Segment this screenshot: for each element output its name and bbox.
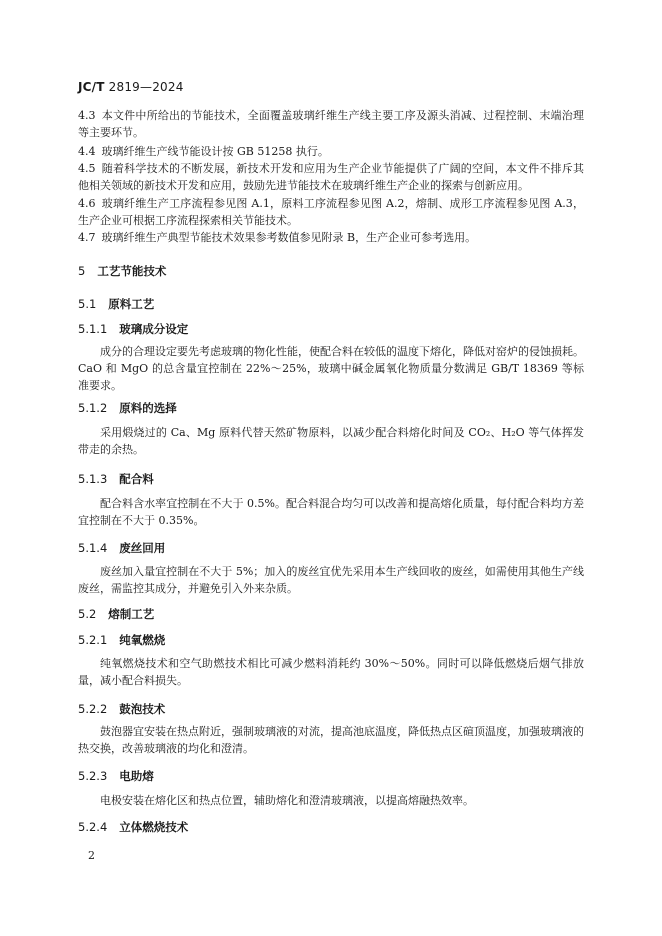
section-heading-5-1-2 bbox=[78, 400, 177, 416]
section-title: 废丝回用 bbox=[119, 541, 166, 555]
section-title: 原料工艺 bbox=[108, 297, 155, 311]
section-number: 5.1.3 bbox=[78, 472, 108, 486]
clause-text: 玻璃纤维生产线节能设计按 GB 51258 执行。 bbox=[101, 145, 329, 158]
section-number: 5.1.4 bbox=[78, 541, 108, 555]
section-number: 5 bbox=[78, 264, 86, 278]
standard-code: JC/T bbox=[78, 80, 105, 94]
section-title: 电助熔 bbox=[119, 769, 154, 783]
clause-number: 4.5 bbox=[78, 162, 96, 175]
page-number: 2 bbox=[88, 849, 95, 862]
section-number: 5.2.4 bbox=[78, 820, 108, 834]
section-number: 5.1.2 bbox=[78, 401, 108, 415]
paragraph-5-1-4: 废丝加入量宜控制在不大于 5%；加入的废丝宜优先采用本生产线回收的废丝，如需使用其他生产线废丝，需监控其成分，并避免引入外来杂质。 bbox=[78, 565, 584, 595]
section-title: 玻璃成分设定 bbox=[119, 322, 189, 336]
clause-4-7 bbox=[78, 229, 584, 246]
paragraph-5-2-3: 电极安装在熔化区和热点位置，辅助熔化和澄清玻璃液，以提高熔融热效率。 bbox=[100, 794, 474, 807]
section-heading-5-2-1 bbox=[78, 632, 165, 648]
clause-4-3 bbox=[78, 107, 584, 141]
section-number: 5.2.1 bbox=[78, 633, 108, 647]
section-number: 5.2 bbox=[78, 607, 97, 621]
section-title: 工艺节能技术 bbox=[97, 264, 167, 278]
standard-header bbox=[78, 80, 184, 94]
clause-number: 4.7 bbox=[78, 231, 96, 244]
section-title: 纯氧燃烧 bbox=[119, 633, 166, 647]
clause-text: 本文件中所给出的节能技术，全面覆盖玻璃纤维生产线主要工序及源头消减、过程控制、末端治理等主要环节。 bbox=[78, 109, 584, 139]
section-number: 5.1 bbox=[78, 297, 97, 311]
clause-number: 4.6 bbox=[78, 197, 96, 210]
section-title: 立体燃烧技术 bbox=[119, 820, 189, 834]
clause-text: 玻璃纤维生产典型节能技术效果参考数值参见附录 B，生产企业可参考选用。 bbox=[101, 231, 477, 244]
section-heading-5 bbox=[78, 263, 166, 279]
section-heading-5-2-2 bbox=[78, 701, 165, 717]
section-heading-5-1-1 bbox=[78, 321, 188, 337]
clause-number: 4.3 bbox=[78, 109, 96, 122]
section-number: 5.2.3 bbox=[78, 769, 108, 783]
section-number: 5.2.2 bbox=[78, 702, 108, 716]
paragraph-5-1-1: 成分的合理设定要先考虑玻璃的物化性能，使配合料在较低的温度下熔化，降低对窑炉的侵蚀损耗。CaO 和 MgO 的总含量宜控制在 22%～25%，玻璃中碱金属氧化物质量分数满足 GB/T 18369 等标准要求。 bbox=[78, 345, 584, 392]
section-heading-5-2-4 bbox=[78, 819, 188, 835]
clause-4-6 bbox=[78, 195, 584, 229]
paragraph-5-2-2: 鼓泡器宜安装在热点附近，强制玻璃液的对流，提高池底温度，降低热点区碹顶温度，加强玻璃液的热交换，改善玻璃液的均化和澄清。 bbox=[78, 725, 584, 755]
section-title: 配合料 bbox=[119, 472, 154, 486]
section-heading-5-1-3 bbox=[78, 471, 154, 487]
section-heading-5-2-3 bbox=[78, 768, 154, 784]
section-title: 原料的选择 bbox=[119, 401, 177, 415]
section-heading-5-2 bbox=[78, 606, 154, 622]
clause-4-5 bbox=[78, 160, 584, 194]
section-title: 熔制工艺 bbox=[108, 607, 155, 621]
standard-number: 2819—2024 bbox=[108, 80, 184, 94]
paragraph-5-1-3: 配合料含水率宜控制在不大于 0.5%。配合料混合均匀可以改善和提高熔化质量，每付配合料均方差宜控制在不大于 0.35%。 bbox=[78, 497, 584, 527]
paragraph-5-2-1: 纯氧燃烧技术和空气助燃技术相比可减少燃料消耗约 30%～50%。同时可以降低燃烧后烟气排放量，减小配合料损失。 bbox=[78, 657, 584, 687]
section-title: 鼓泡技术 bbox=[119, 702, 166, 716]
clause-number: 4.4 bbox=[78, 145, 96, 158]
section-heading-5-1 bbox=[78, 296, 154, 312]
section-number: 5.1.1 bbox=[78, 322, 108, 336]
clause-text: 玻璃纤维生产工序流程参见图 A.1，原料工序流程参见图 A.2，熔制、成形工序流程参见图 A.3，生产企业可根据工序流程探索相关节能技术。 bbox=[78, 197, 584, 227]
clause-text: 随着科学技术的不断发展，新技术开发和应用为生产企业节能提供了广阔的空间，本文件不排斥其他相关领域的新技术开发和应用，鼓励先进节能技术在玻璃纤维生产企业的探索与创新应用。 bbox=[78, 162, 584, 192]
section-heading-5-1-4 bbox=[78, 540, 165, 556]
clause-4-4 bbox=[78, 143, 584, 160]
paragraph-5-1-2: 采用煅烧过的 Ca、Mg 原料代替天然矿物原料，以减少配合料熔化时间及 CO₂、H₂O 等气体挥发带走的余热。 bbox=[78, 426, 584, 456]
